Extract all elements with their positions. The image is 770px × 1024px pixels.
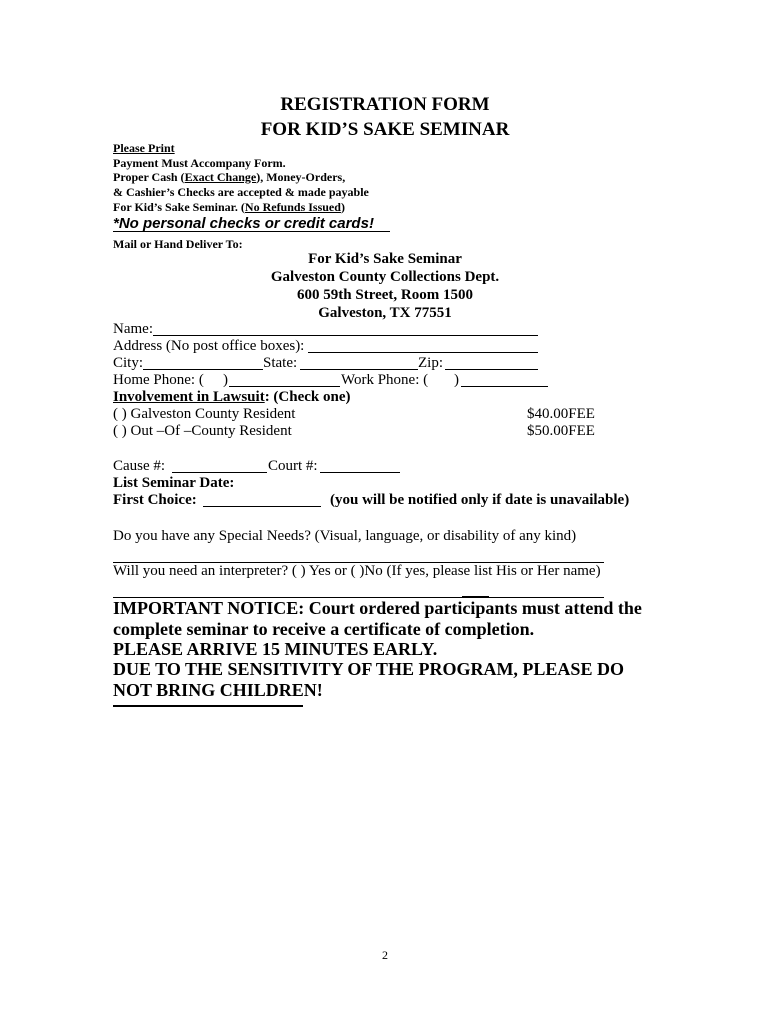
special-needs-field[interactable] xyxy=(113,548,604,563)
name-label: Name: xyxy=(113,321,153,337)
home-phone-field[interactable] xyxy=(229,372,340,387)
first-choice-note: (you will be notified only if date is unavailable) xyxy=(330,492,630,508)
form-subtitle: FOR KID’S SAKE SEMINAR xyxy=(260,119,510,140)
cashiers-note: & Cashier’s Checks are accepted & made payable xyxy=(113,185,369,199)
notice-underline xyxy=(113,705,303,707)
state-label: State: xyxy=(263,355,298,371)
notice-line-3: PLEASE ARRIVE 15 MINUTES EARLY. xyxy=(113,639,438,659)
notice-line-1: IMPORTANT NOTICE: Court ordered participants must attend the xyxy=(113,598,642,618)
cause-field[interactable] xyxy=(172,458,267,473)
fee-galveston-resident: $40.00FEE xyxy=(527,406,595,422)
home-phone-close: ) xyxy=(223,372,228,388)
involvement-heading: Involvement in Lawsuit: (Check one) xyxy=(113,389,351,405)
short-underline-mark xyxy=(462,596,489,597)
work-phone-close: ) xyxy=(454,372,459,388)
no-checks-warning: *No personal checks or credit cards! xyxy=(113,215,374,232)
court-field[interactable] xyxy=(320,458,400,473)
address-label: Address (No post office boxes): xyxy=(113,338,305,354)
notice-line-5: NOT BRING CHILDREN! xyxy=(113,680,323,700)
address-line-3: 600 59th Street, Room 1500 xyxy=(297,287,473,303)
address-field[interactable] xyxy=(308,338,538,353)
mail-to-label: Mail or Hand Deliver To: xyxy=(113,237,243,251)
zip-label: Zip: xyxy=(418,355,443,371)
payable-note: For Kid’s Sake Seminar. (No Refunds Issued) xyxy=(113,200,345,214)
work-phone-field[interactable] xyxy=(461,372,548,387)
state-field[interactable] xyxy=(300,355,418,370)
address-line-4: Galveston, TX 77551 xyxy=(318,305,452,321)
name-field[interactable] xyxy=(153,321,538,336)
page-number: 2 xyxy=(382,948,388,962)
form-title: REGISTRATION FORM xyxy=(280,94,490,115)
option-out-of-county-resident[interactable]: ( ) Out –Of –County Resident xyxy=(113,423,292,439)
city-field[interactable] xyxy=(143,355,263,370)
no-checks-underline xyxy=(113,231,390,232)
court-label: Court #: xyxy=(268,458,318,474)
work-phone-label: Work Phone: ( xyxy=(341,372,429,388)
list-seminar-date-label: List Seminar Date: xyxy=(113,475,235,491)
fee-out-of-county-resident: $50.00FEE xyxy=(527,423,595,439)
proper-cash-note: Proper Cash (Exact Change), Money-Orders, xyxy=(113,170,346,184)
address-line-1: For Kid’s Sake Seminar xyxy=(308,251,462,267)
interpreter-question: Will you need an interpreter? ( ) Yes or ( )No (If yes, please list His or Her name) xyxy=(113,563,601,579)
address-line-2: Galveston County Collections Dept. xyxy=(270,269,500,285)
first-choice-field[interactable] xyxy=(203,492,321,507)
special-needs-question: Do you have any Special Needs? (Visual, language, or disability of any kind) xyxy=(113,528,577,544)
zip-field[interactable] xyxy=(445,355,538,370)
notice-line-2: complete seminar to receive a certificate of completion. xyxy=(113,619,535,639)
home-phone-label: Home Phone: ( xyxy=(113,372,204,388)
payment-note: Payment Must Accompany Form. xyxy=(113,156,286,170)
please-print-note: Please Print xyxy=(113,141,175,155)
first-choice-label: First Choice: xyxy=(113,492,197,508)
notice-line-4: DUE TO THE SENSITIVITY OF THE PROGRAM, PLEASE DO xyxy=(113,659,624,679)
interpreter-name-field[interactable] xyxy=(113,583,604,598)
option-galveston-resident[interactable]: ( ) Galveston County Resident xyxy=(113,406,296,422)
cause-label: Cause #: xyxy=(113,458,166,474)
city-label: City: xyxy=(113,355,144,371)
